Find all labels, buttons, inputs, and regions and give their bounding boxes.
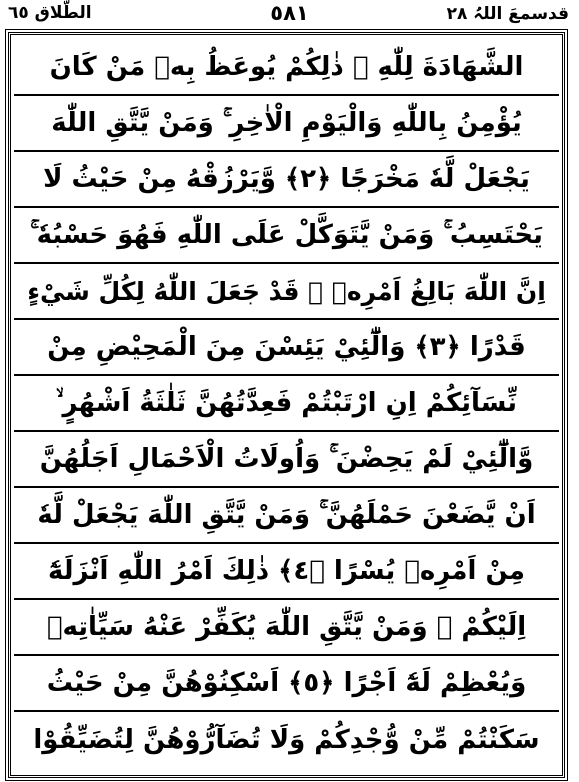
text-line-9 [14, 488, 559, 544]
text-line-4 [14, 208, 559, 264]
verse-text: يُؤْمِنُ بِاللّٰهِ وَالْيَوْمِ الْاٰخِرِ ۚ وَمَنْ يَّتَّقِ اللّٰهَ [51, 108, 522, 138]
verse-text: قَدْرًا ﴿٣﴾ وَالّٰٓئِيْ يَئِسْنَ مِنَ الْمَحِيْضِ مِنْ [47, 332, 526, 362]
verse-text: اِلَيْكُمْ ۚ وَمَنْ يَّتَّقِ اللّٰهَ يُكَفِّرْ عَنْهُ سَيِّاٰتِهٖ [46, 612, 527, 642]
verse-text: الشَّهَادَةَ لِلّٰهِ ۚ ذٰلِكُمْ يُوعَظُ بِهٖ مَنْ كَانَ [49, 52, 524, 82]
page-header [0, 0, 579, 30]
verse-text: يَجْعَلْ لَّهٗ مَخْرَجًا ﴿٢﴾ وَّيَرْزُقْهُ مِنْ حَيْثُ لَا [43, 164, 530, 194]
verse-text: اَنْ يَّضَعْنَ حَمْلَهُنَّ ۚ وَمَنْ يَّتَّقِ اللّٰهَ يَجْعَلْ لَّهٗ [37, 500, 536, 530]
verse-text: اِنَّ اللّٰهَ بَالِغُ اَمْرِهٖ ۚ قَدْ جَعَلَ اللّٰهُ لِكُلِّ شَيْءٍ [27, 276, 546, 306]
verse-text: يَحْتَسِبُ ۚ وَمَنْ يَّتَوَكَّلْ عَلَى اللّٰهِ فَهُوَ حَسْبُهٗ ۚ [30, 220, 543, 250]
verse-text: وَّالّٰٓئِيْ لَمْ يَحِضْنَ ۚ وَاُولَاتُ الْاَحْمَالِ اَجَلُهُنَّ [39, 444, 534, 474]
verse-text: وَيُعْظِمْ لَهٗٓ اَجْرًا ﴿٥﴾ اَسْكِنُوْهُنَّ مِنْ حَيْثُ [46, 668, 527, 698]
verse-text: نِّسَآئِكُمْ اِنِ ارْتَبْتُمْ فَعِدَّتُهُنَّ ثَلٰثَةُ اَشْهُرٍ ۙ [56, 388, 517, 418]
text-line-8 [14, 432, 559, 488]
text-line-10 [14, 544, 559, 600]
text-line-3 [14, 152, 559, 208]
text-line-5 [14, 264, 559, 320]
juz-title: قدسمعَ اللہُ ۲۸ [446, 4, 569, 24]
surah-title: الطّلاق ٦٥ [8, 3, 92, 23]
text-line-11 [14, 600, 559, 656]
text-line-13 [14, 712, 559, 768]
verse-text: سَكَنْتُمْ مِّنْ وُّجْدِكُمْ وَلَا تُضَآرُّوْهُنَّ لِتُضَيِّقُوْا [33, 725, 540, 755]
text-line-7 [14, 376, 559, 432]
quran-text-lines [14, 40, 559, 778]
text-line-1 [14, 40, 559, 96]
text-line-2 [14, 96, 559, 152]
text-line-6 [14, 320, 559, 376]
text-line-12 [14, 656, 559, 712]
verse-text: مِنْ اَمْرِهٖ يُسْرًا ﴿٤﴾ ذٰلِكَ اَمْرُ اللّٰهِ اَنْزَلَهٗٓ [48, 556, 525, 586]
page-number: ٥٨١ [270, 1, 309, 25]
